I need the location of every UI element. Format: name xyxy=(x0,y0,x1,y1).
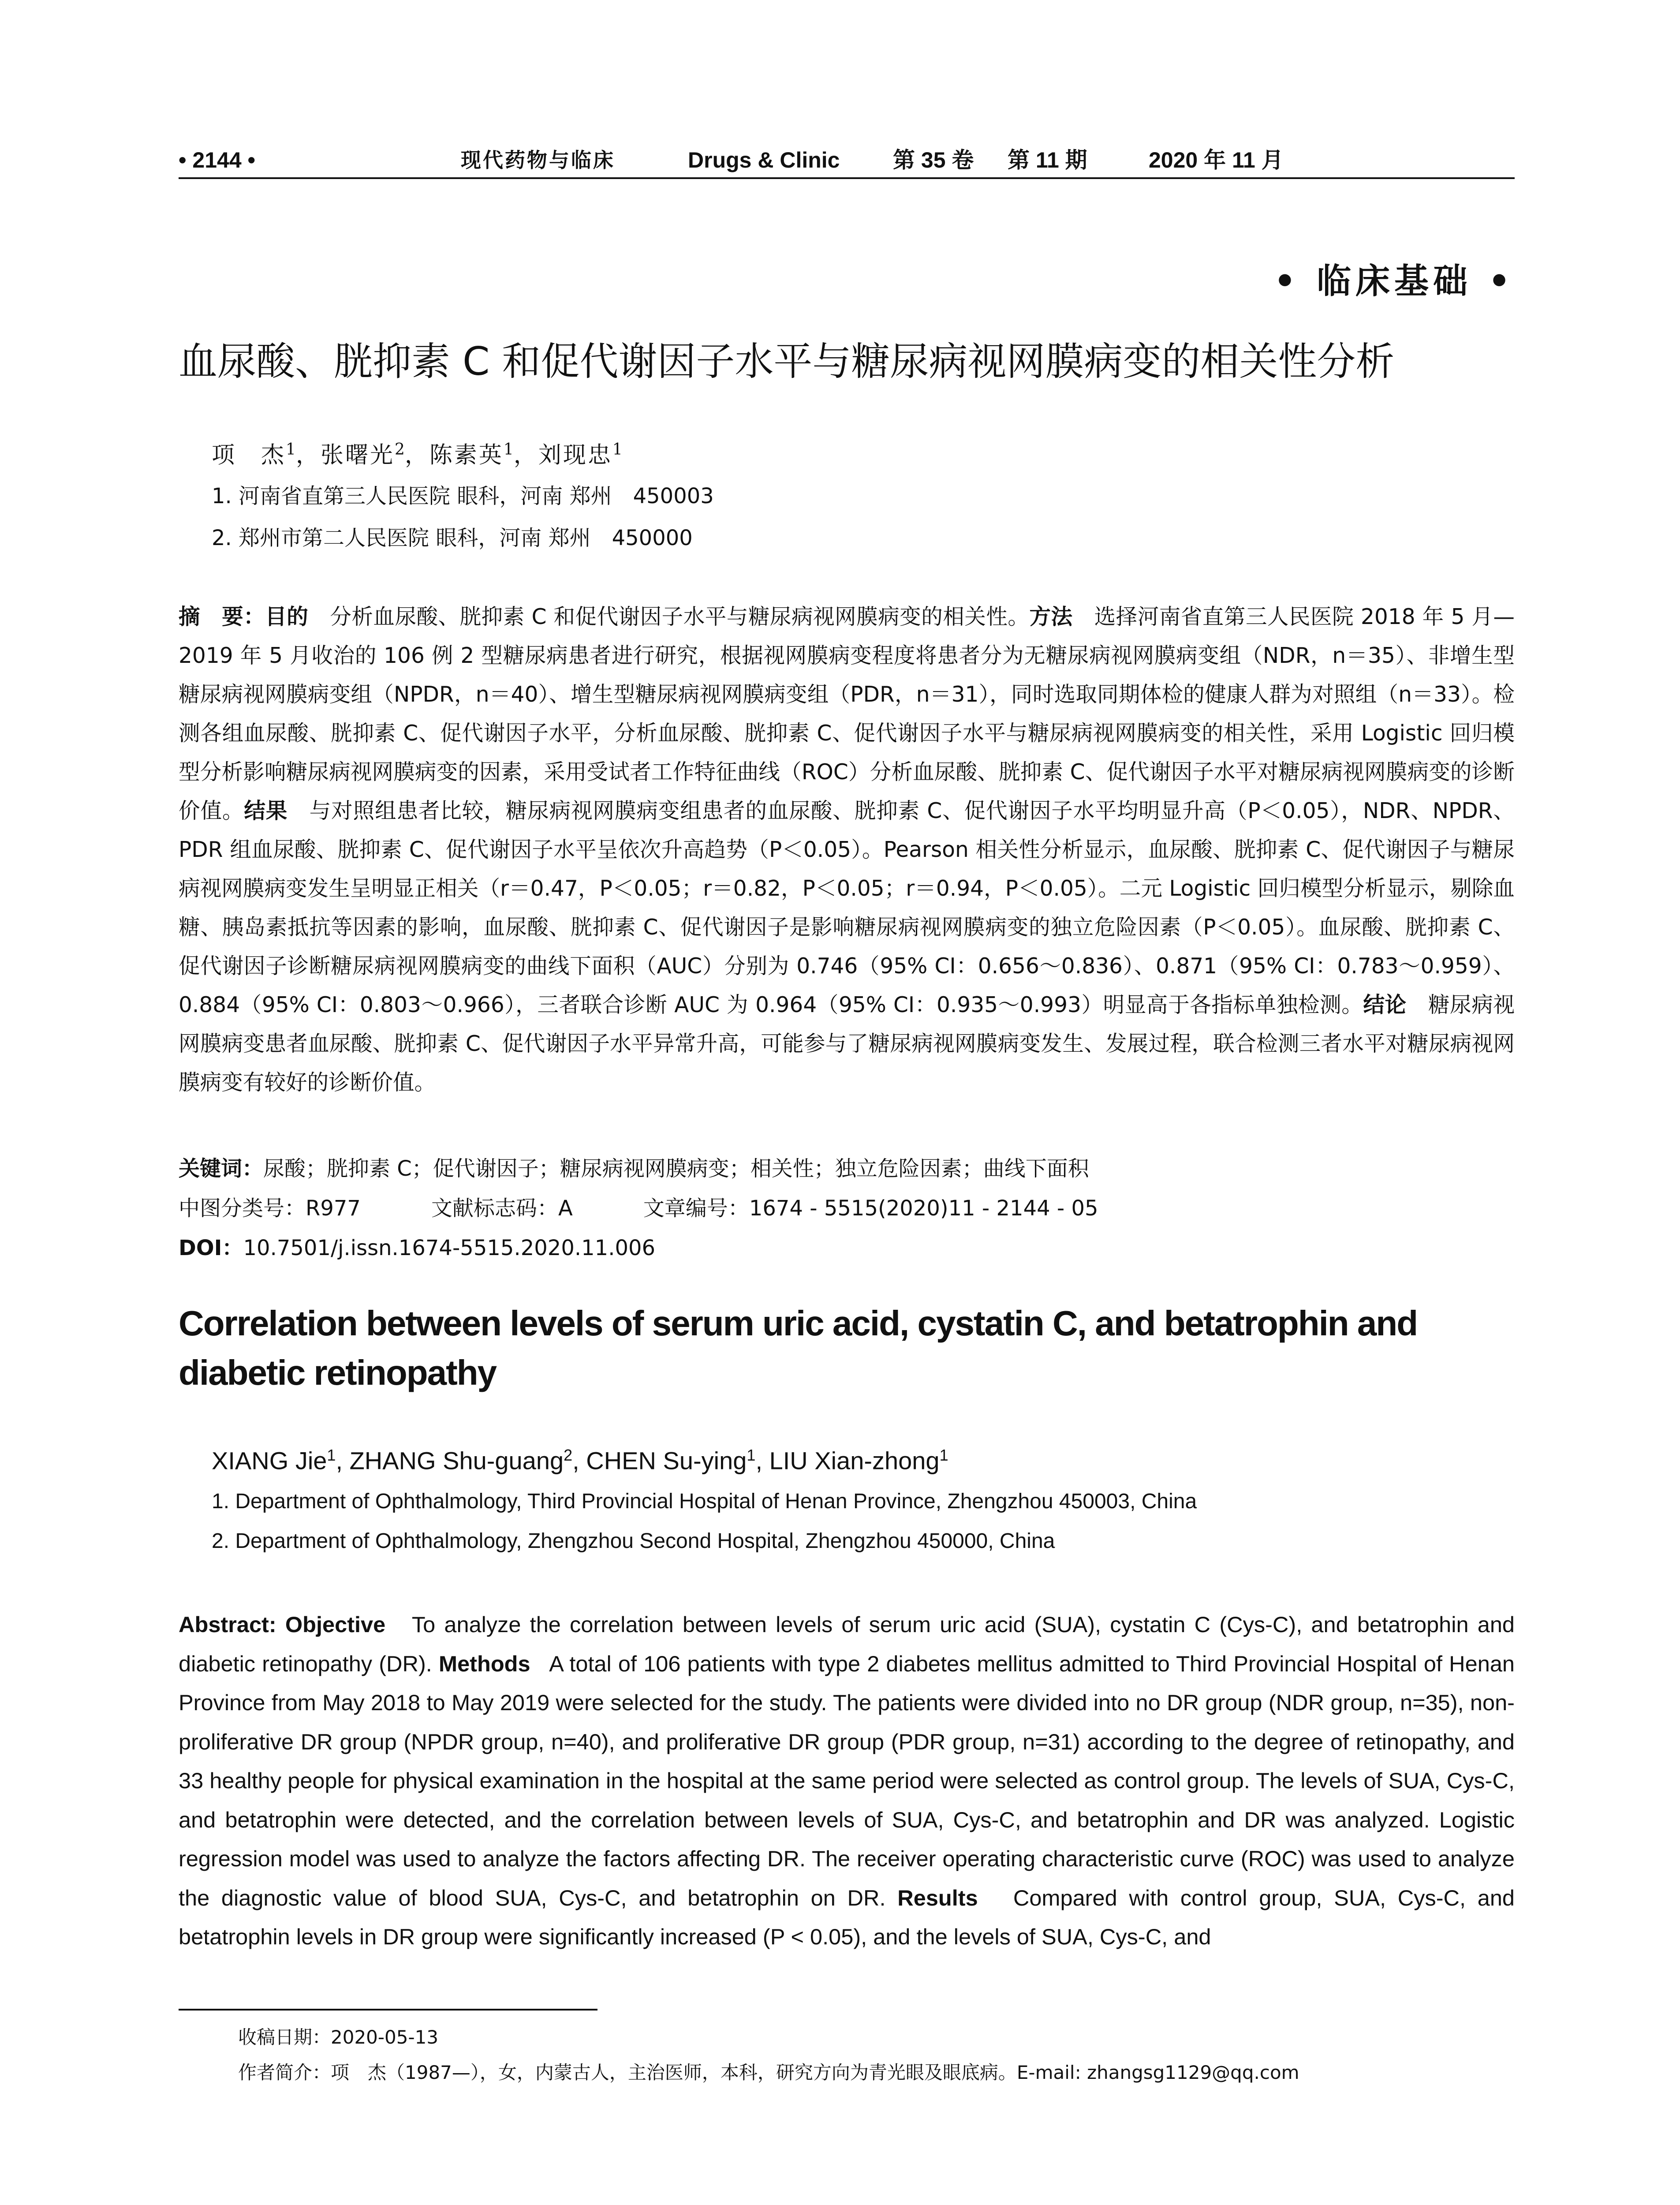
author-affiliation-mark: 1 xyxy=(939,1446,948,1464)
volume: 第 35 卷 xyxy=(893,148,974,172)
affiliation-chinese-1: 1. 河南省直第三人民医院 眼科，河南 郑州 450003 xyxy=(212,484,714,508)
author-name: XIANG Jie xyxy=(212,1446,327,1475)
abstract-chinese xyxy=(179,598,1515,1102)
header-rule xyxy=(179,177,1515,179)
author-affiliation-mark: 1 xyxy=(286,441,296,459)
author-affiliation-mark: 1 xyxy=(327,1446,336,1464)
author-separator: ， xyxy=(295,442,321,469)
author-bio: 作者简介：项 杰（1987—），女，内蒙古人，主治医师，本科，研究方向为青光眼及眼底病。E-mail: zhangsg1129@qq.com xyxy=(238,2062,1299,2083)
article-number: 文章编号：1674 - 5515(2020)11 - 2144 - 05 xyxy=(643,1196,1098,1221)
doi-line xyxy=(179,1230,655,1266)
author-name: LIU Xian-zhong xyxy=(769,1446,940,1475)
methods-text: 选择河南省直第三人民医院 2018 年 5 月—2019 年 5 月收治的 106 例 2 型糖尿病患者进行研究，根据视网膜病变程度将患者分为无糖尿病视网膜病变组（NDR，n＝35）、非增生型糖尿病视网膜病变组（NPDR，n＝40）、增生型糖尿病视网膜病变组（PDR，n＝31），同时选取同期体检的健康人群为对照组（n＝33）。检测各组血尿酸、胱抑素 C、促代谢因子水平，分析血尿酸、胱抑素 C、促代谢因子水平与糖尿病视网膜病变的相关性，采用 Logistic 回归模型分析影响糖尿病视网膜病变的因素，采用受试者工作特征曲线（ROC）分析血尿酸、胱抑素 C、促代谢因子水平对糖尿病视网膜病变的诊断价值。 xyxy=(179,605,1515,823)
page-number: • 2144 • xyxy=(179,148,256,172)
author-name: CHEN Su-ying xyxy=(586,1446,747,1475)
author-separator: , xyxy=(755,1446,769,1475)
author-affiliation-mark: 2 xyxy=(564,1446,573,1464)
objective-text: 分析血尿酸、胱抑素 C 和促代谢因子水平与糖尿病视网膜病变的相关性。 xyxy=(308,605,1030,629)
results-text: 与对照组患者比较，糖尿病视网膜病变组患者的血尿酸、胱抑素 C、促代谢因子水平均明显升高（P＜0.05），NDR、NPDR、PDR 组血尿酸、胱抑素 C、促代谢因子水平呈依次升高趋势（P＜0.05）。Pearson 相关性分析显示，血尿酸、胱抑素 C、促代谢因子与糖尿病视网膜病变发生呈明显正相关（r＝0.47，P＜0.05；r＝0.82，P＜0.05；r＝0.94，P＜0.05）。二元 Logistic 回归模型分析显示，剔除血糖、胰岛素抵抗等因素的影响，血尿酸、胱抑素 C、促代谢因子是影响糖尿病视网膜病变的独立危险因素（P＜0.05）。血尿酸、胱抑素 C、促代谢因子诊断糖尿病视网膜病变的曲线下面积（AUC）分别为 0.746（95% CI：0.656～0.836）、0.871（95% CI：0.783～0.959）、0.884（95% CI：0.803～0.966），三者联合诊断 AUC 为 0.964（95% CI：0.935～0.993）明显高于各指标单独检测。 xyxy=(179,799,1515,1017)
section-tag: • 临床基础 • xyxy=(1273,261,1515,301)
results-label: 结果 xyxy=(244,799,288,823)
author-affiliation-mark: 2 xyxy=(394,441,405,459)
author-separator: , xyxy=(572,1446,586,1475)
author-name: 陈素英 xyxy=(429,442,504,469)
journal-name-en: Drugs & Clinic xyxy=(688,148,840,172)
author-name: 张曙光 xyxy=(320,442,395,469)
author-name: 项 杰 xyxy=(212,442,286,469)
authors-chinese xyxy=(212,430,623,475)
objective-text: To analyze the correlation between levels of serum uric acid (SUA), cystatin C (Cys-C), and betatrophin and diabetic retinopathy (DR). xyxy=(179,1612,1515,1676)
keywords-label: 关键词： xyxy=(179,1156,264,1181)
document-code: 文献标志码：A xyxy=(431,1196,573,1221)
doi-link[interactable]: 10.7501/j.issn.1674-5515.2020.11.006 xyxy=(243,1236,656,1260)
author-separator: ， xyxy=(404,442,429,469)
author-separator: , xyxy=(336,1446,350,1475)
issue: 第 11 期 xyxy=(1008,148,1087,172)
classification-line xyxy=(179,1191,1169,1226)
methods-text: A total of 106 patients with type 2 diabetes mellitus admitted to Third Provincial Hospital of Henan Province from May 2018 to May 2019 were selected for the study. The patients were divided into no DR group (NDR group, n=35), non-proliferative DR group (NPDR group, n=40), and proliferative DR group (PDR group, n=31) according to the degree of retinopathy, and 33 healthy people for physical examination in the hospital at the same period were selected as control group. The levels of SUA, Cys-C, and betatrophin were detected, and the correlation between levels of SUA, Cys-C, and betatrophin and DR was analyzed. Logistic regression model was used to analyze the factors affecting DR. The receiver operating characteristic curve (ROC) was used to analyze the diagnostic value of blood SUA, Cys-C, and betatrophin on DR. xyxy=(179,1651,1515,1910)
affiliation-english-2: 2. Department of Ophthalmology, Zhengzhou Second Hospital, Zhengzhou 450000, China xyxy=(212,1529,1055,1553)
author-separator: ， xyxy=(513,442,538,469)
keywords-chinese xyxy=(179,1151,1089,1186)
journal-name-cn: 现代药物与临床 xyxy=(461,148,615,172)
title-english: Correlation between levels of serum uric acid, cystatin C, and betatrophin and diabetic retinopathy xyxy=(179,1304,1418,1392)
title-chinese: 血尿酸、胱抑素 C 和促代谢因子水平与糖尿病视网膜病变的相关性分析 xyxy=(179,339,1395,384)
methods-label: 方法 xyxy=(1029,605,1073,629)
keywords-text: 尿酸；胱抑素 C；促代谢因子；糖尿病视网膜病变；相关性；独立危险因素；曲线下面积 xyxy=(263,1156,1089,1181)
objective-label: Objective xyxy=(285,1612,386,1637)
results-label: Results xyxy=(897,1885,978,1910)
objective-label: 目的 xyxy=(265,605,309,629)
methods-label: Methods xyxy=(439,1651,530,1676)
abstract-english xyxy=(179,1605,1515,1957)
issue-date: 2020 年 11 月 xyxy=(1149,148,1284,172)
clc-number: 中图分类号：R977 xyxy=(179,1196,361,1221)
abstract-label: Abstract: xyxy=(179,1612,276,1637)
author-affiliation-mark: 1 xyxy=(747,1446,756,1464)
abstract-label: 摘 要： xyxy=(179,605,265,629)
author-name: 刘现忠 xyxy=(538,442,612,469)
author-name: ZHANG Shu-guang xyxy=(349,1446,564,1475)
author-affiliation-mark: 1 xyxy=(612,441,623,459)
received-date: 收稿日期：2020-05-13 xyxy=(238,2026,439,2048)
running-header xyxy=(179,140,1515,180)
footnote-rule xyxy=(179,2009,597,2011)
results-text: Compared with control group, SUA, Cys-C, and betatrophin levels in DR group were significantly increased (P < 0.05), and the levels of SUA, Cys-C, and xyxy=(179,1885,1515,1949)
doi-label: DOI： xyxy=(179,1236,243,1260)
conclusion-label: 结论 xyxy=(1363,993,1407,1017)
affiliation-english-1: 1. Department of Ophthalmology, Third Provincial Hospital of Henan Province, Zhengzhou 450003, China xyxy=(212,1490,1197,1513)
author-affiliation-mark: 1 xyxy=(503,441,514,459)
affiliation-chinese-2: 2. 郑州市第二人民医院 眼科，河南 郑州 450000 xyxy=(212,526,693,550)
conclusion-text: 糖尿病视网膜病变患者血尿酸、胱抑素 C、促代谢因子水平异常升高，可能参与了糖尿病视网膜病变发生、发展过程，联合检测三者水平对糖尿病视网膜病变有较好的诊断价值。 xyxy=(179,993,1515,1095)
authors-english xyxy=(212,1435,948,1481)
